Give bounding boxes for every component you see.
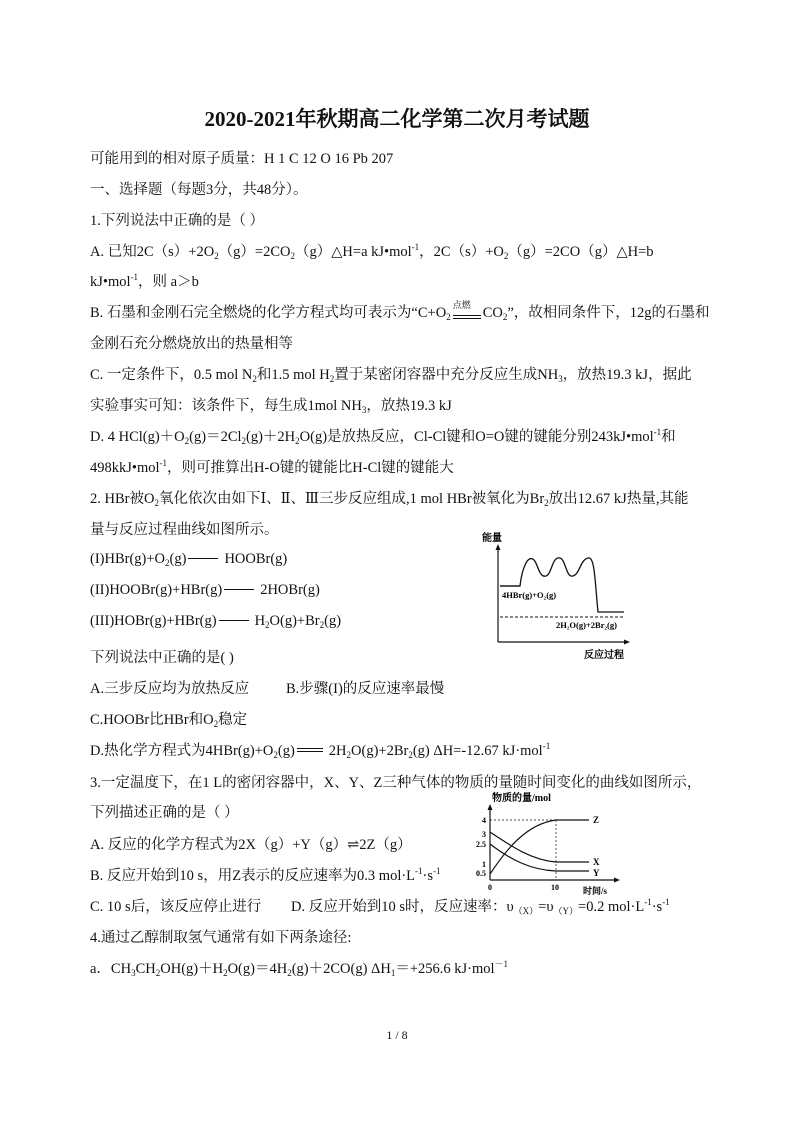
series-z-curve [490,820,589,874]
page-title: 2020-2021年秋期高二化学第二次月考试题 [204,107,590,131]
x-tick-10: 10 [551,883,559,892]
q4-path-a: a．$CH_3CH_2OH(g)+H_2O(g)=4H_2(g)+2CO(g)$ $\Delta H_1=+256.6$ kJ·mol$^{-1}$ [90,959,509,978]
ignite-condition: 点燃 [452,300,471,310]
product-label: 2H₂O(g)+2Br₂(g) [556,620,617,630]
q2-reaction-1: $(I)HBr(g)+O_2(g)$ HOOBr(g) [90,551,288,568]
energy-x-arrow [624,640,630,645]
q1-option-a-line1: A. 已知$2C(s)+2O_2(g)=2CO_2(g)\triangle H=a$ kJ•mol$^{-1}$，$2C(s)+O_2(g)=2CO(g)\triangle H=b$ [90,242,654,261]
q1-option-a-line2: kJ•mol$^{-1}$，则 a＞b [90,272,199,290]
time-x-arrow [614,878,620,883]
series-x-curve [490,832,589,862]
q2-stem-line2: 量与反应过程曲线如图所示。 [90,522,279,538]
q3-option-c: C. 10 s后，该反应停止进行 [90,899,262,915]
q2-ask: 下列说法中正确的是( ) [90,650,234,666]
q1-stem: 1.下列说法中正确的是（ ） [90,213,264,229]
reaction-progress-label: 反应过程 [584,650,624,661]
atomic-mass-line: 可能用到的相对原子质量：H 1 C 12 O 16 Pb 207 [90,151,394,167]
amount-time-figure [476,790,636,896]
amount-axis-label: 物质的量/mol [492,793,551,804]
y-tick-0.5: 0.5 [476,869,486,878]
q4-stem: 4.通过乙醇制取氢气通常有如下两条途径: [90,930,352,946]
series-y-label: Y [593,868,600,878]
q1-option-b-line1: B. 石墨和金刚石完全燃烧的化学方程式均可表示为“$C+O_2$ 点燃 $CO_2$”，故相同条件下，12g的石墨和 [90,300,710,322]
q2-option-b: B.步骤(I)的反应速率最慢 [286,681,445,697]
y-tick-1: 1 [482,860,486,869]
q3-stem-line2: 下列描述正确的是（ ） [90,805,239,821]
series-z-label: Z [593,815,600,825]
q2-option-a: A.三步反应均为放热反应 [90,681,250,697]
q1-option-d-line2: 498kkJ•mol$^{-1}$，则可推算出H-O键的键能比H-Cl键的键能大 [90,458,454,476]
q2-option-c: C.HOOBr比HBr和$O_2$稳定 [90,712,248,729]
q2-stem-line1: 2. HBr被$O_2$氧化依次由如下Ⅰ、Ⅱ、Ⅲ三步反应组成,1 mol HBr被氧化为$Br_2$放出12.67 kJ热量,其能 [90,491,689,508]
energy-y-arrow [496,544,501,550]
page-number: 1 / 8 [386,1028,408,1042]
series-y-curve [490,844,589,871]
y-tick-3: 3 [482,830,486,839]
q1-option-b-line2: 金刚石充分燃烧放出的热量相等 [90,336,293,352]
q2-reaction-2: (II)HOOBr(g)+HBr(g) 2HOBr(g) [90,582,320,598]
reactant-label: 4HBr(g)+O₂(g) [502,590,557,600]
q2-option-d: D.热化学方程式为$4HBr(g)+O_2(g)$ $2H_2O(g)+2Br_2(g)$ ΔH=-12.67 kJ·mol$^{-1}$ [90,741,551,760]
q3-option-d: D. 反应开始到10 s时，反应速率：$\upsilon_{(X)}=\upsilon_{(Y)}=0.2$ $mol\cdot L^{-1}\cdot s^{-1}$ [291,897,670,916]
q3-stem-line1: 3.一定温度下，在1 L的密闭容器中，X、Y、Z三种气体的物质的量随时间变化的曲线如图所示， [90,775,702,791]
q3-option-a: A. 反应的化学方程式为2X（g）+Y（g）⇌2Z（g） [90,837,412,853]
x-tick-0: 0 [488,883,492,892]
energy-profile-figure [476,528,636,663]
time-axis-label: 时间/s [583,886,608,896]
section-heading: 一、选择题（每题3分，共48分）。 [90,182,308,198]
q3-option-b: B. 反应开始到10 s，用Z表示的反应速率为0.3 $mol\cdot L^{-1}\cdot s^{-1}$ [90,866,441,884]
y-tick-4: 4 [482,816,486,825]
series-x-label: X [593,857,600,867]
q1-option-c-line2: 实验事实可知：该条件下，每生成1mol $NH_3$，放热19.3 kJ [90,398,452,415]
q1-option-d-line1: D. 4 $HCl(g)+O_2(g)=2Cl_2(g)+2H_2O(g)$是放热反应，Cl-Cl键和O=O键的键能分别243kJ•mol$^{-1}$和 [90,427,676,446]
q1-option-c-line1: C. 一定条件下，0.5 mol $N_2$和1.5 mol $H_2$置于某密闭容器中充分反应生成$NH_3$，放热19.3 kJ，据此 [90,367,692,384]
q2-reaction-3: (III)HOBr(g)+HBr(g) $H_2O(g)+Br_2(g)$ [90,613,342,630]
energy-axis-label: 能量 [482,533,502,544]
energy-curve [500,558,624,612]
y-tick-2.5: 2.5 [476,840,486,849]
amount-y-arrow [488,804,493,810]
